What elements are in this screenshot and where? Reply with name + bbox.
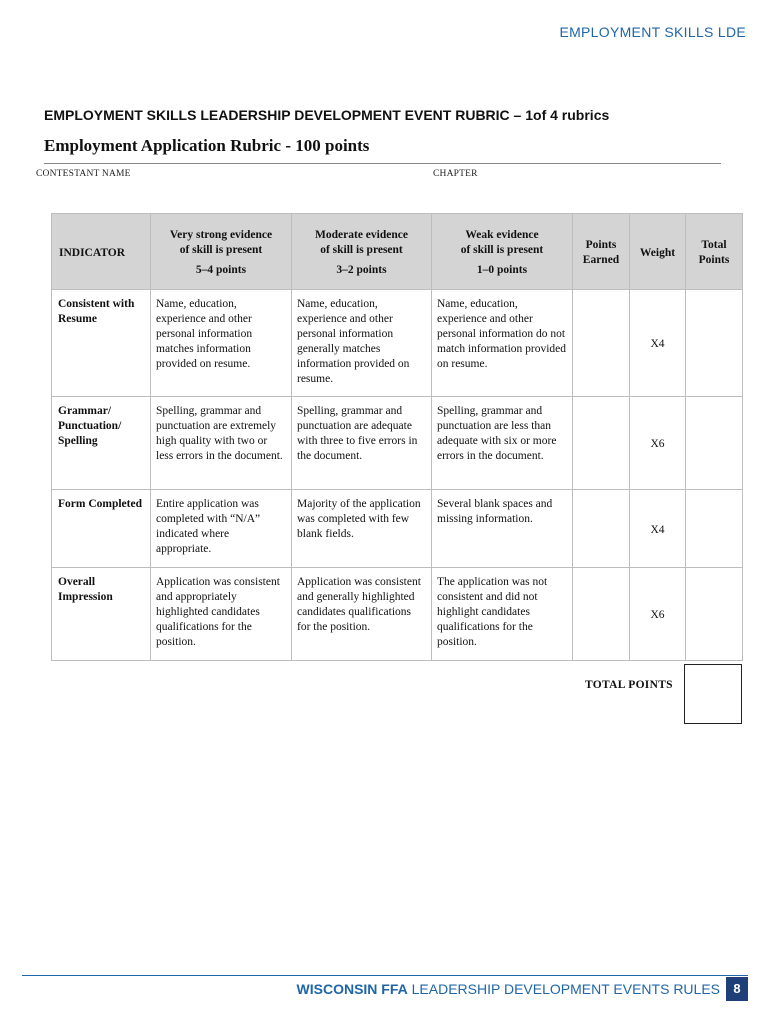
header-strong-line1: Very strong evidence [169,229,273,241]
weak-cell: The application was not consistent and did not highlight candidates qualifications for the position. [432,568,573,661]
total-points-box[interactable] [684,664,742,724]
header-weak [432,214,573,290]
points-earned-cell[interactable] [573,397,630,490]
rubric-subtitle: Employment Application Rubric - 100 points [44,136,370,155]
header-earned-line1: Points [585,239,617,251]
points-earned-cell[interactable] [573,290,630,397]
header-total-line2: Points [698,254,730,266]
table-row [52,568,743,661]
header-points-earned [573,214,630,290]
footer-title: LEADERSHIP DEVELOPMENT EVENTS RULES [407,981,720,997]
weight-cell: X4 [630,290,686,397]
running-header: EMPLOYMENT SKILLS LDE [559,24,746,40]
weak-cell: Several blank spaces and missing information. [432,490,573,568]
footer-org: WISCONSIN FFA [296,981,408,997]
weight-cell: X6 [630,568,686,661]
rubric-title: EMPLOYMENT SKILLS LEADERSHIP DEVELOPMENT EVENT RUBRIC – 1of 4 rubrics [44,107,610,123]
strong-cell: Spelling, grammar and punctuation are extremely high quality with two or less errors in the document. [151,397,292,490]
header-moderate [292,214,432,290]
header-weak-points: 1–0 points [476,264,528,276]
total-points-cell[interactable] [686,397,743,490]
indicator-cell: Form Completed [52,490,151,568]
points-earned-cell[interactable] [573,490,630,568]
weight-cell: X6 [630,397,686,490]
header-strong-points: 5–4 points [195,264,247,276]
title-divider [44,163,721,164]
strong-cell: Entire application was completed with “N/A” indicated where appropriate. [151,490,292,568]
total-points-label: TOTAL POINTS [585,679,673,691]
weak-cell: Name, education, experience and other personal information do not match information provided on resume. [432,290,573,397]
header-indicator: INDICATOR [52,214,151,290]
header-total-line1: Total [701,239,727,251]
moderate-cell: Application was consistent and generally highlighted candidates qualifications for the position. [292,568,432,661]
table-row [52,397,743,490]
points-earned-cell[interactable] [573,568,630,661]
table-row [52,490,743,568]
weight-cell: X4 [630,490,686,568]
header-strong [151,214,292,290]
header-earned-line2: Earned [582,254,620,266]
moderate-cell: Majority of the application was completed with few blank fields. [292,490,432,568]
table-row [52,290,743,397]
moderate-cell: Spelling, grammar and punctuation are adequate with three to five errors in the document. [292,397,432,490]
header-moderate-points: 3–2 points [336,264,387,276]
header-weak-line1: Weak evidence [465,229,539,241]
total-points-cell[interactable] [686,290,743,397]
footer-text [297,981,720,997]
rubric-table [51,213,743,661]
strong-cell: Application was consistent and appropriately highlighted candidates qualifications for the position. [151,568,292,661]
indicator-cell: Overall Impression [52,568,151,661]
header-weight: Weight [630,214,686,290]
table-header-row [52,214,743,290]
contestant-name-label: CONTESTANT NAME [36,169,131,179]
moderate-cell: Name, education, experience and other personal information generally matches information provided on resume. [292,290,432,397]
chapter-label: CHAPTER [433,169,478,179]
header-moderate-line1: Moderate evidence [315,229,408,241]
indicator-cell: Grammar/ Punctuation/ Spelling [52,397,151,490]
total-points-cell[interactable] [686,568,743,661]
header-total-points [686,214,743,290]
strong-cell: Name, education, experience and other personal information matches information provided on resume. [151,290,292,397]
indicator-cell: Consistent with Resume [52,290,151,397]
page-number: 8 [726,977,748,1001]
header-weak-line2: of skill is present [460,244,544,256]
footer-divider [22,975,748,976]
weak-cell: Spelling, grammar and punctuation are less than adequate with six or more errors in the document. [432,397,573,490]
total-points-cell[interactable] [686,490,743,568]
header-moderate-line2: of skill is present [320,244,403,256]
header-strong-line2: of skill is present [179,244,263,256]
